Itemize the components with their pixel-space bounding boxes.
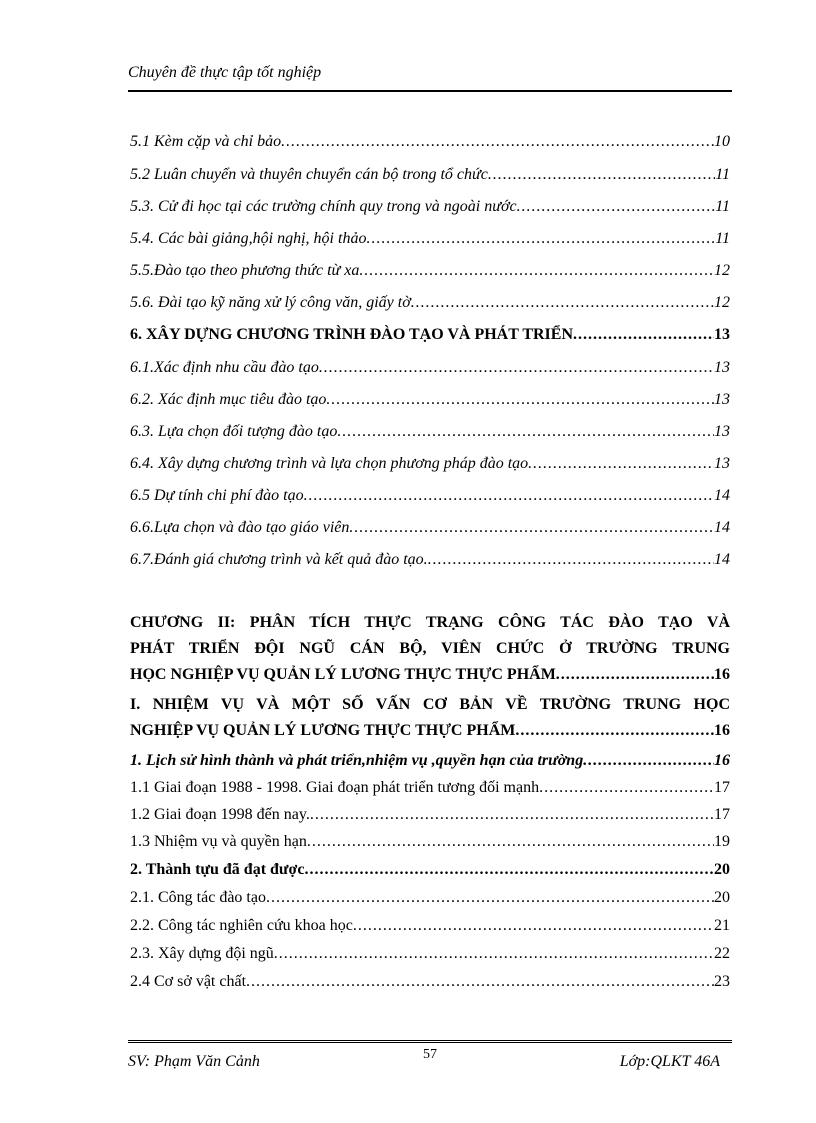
- toc-entry[interactable]: [130, 519, 730, 541]
- toc-entry[interactable]: [130, 487, 730, 509]
- toc-leader: [274, 945, 714, 963]
- toc-leader: [528, 455, 714, 473]
- toc-entry-page: 11: [715, 166, 730, 183]
- toc-entry-page: 21: [714, 917, 730, 934]
- toc-entry-page: 12: [714, 262, 730, 279]
- toc-entry[interactable]: [130, 198, 730, 220]
- footer-page-number: 57: [423, 1047, 437, 1062]
- toc-entry-label: 6.7.Đánh giá chương trình và kết quả đào tạo.: [130, 551, 428, 568]
- toc-entry[interactable]: [130, 423, 730, 445]
- toc-entry-label: 5.1 Kèm cặp và chỉ bảo: [130, 133, 282, 150]
- toc-entry-page: 12: [714, 294, 730, 311]
- toc-leader: [305, 861, 715, 879]
- toc-leader: [319, 359, 714, 377]
- toc-entry-label: 1.2 Giai đoạn 1998 đến nay.: [130, 806, 310, 823]
- toc-entry[interactable]: [130, 294, 730, 316]
- toc-entry-label: 6.6.Lựa chọn và đào tạo giáo viên: [130, 519, 350, 536]
- toc-leader: [337, 423, 714, 441]
- toc-entry[interactable]: [130, 455, 730, 477]
- toc-leader: [349, 519, 714, 537]
- toc-entry[interactable]: [130, 806, 730, 828]
- chapter-heading-line: [130, 662, 730, 688]
- toc-section[interactable]: [130, 861, 730, 883]
- section-heading-line: I. NHIỆM VỤ VÀ MỘT SỐ VẤN CƠ BẢN VỀ TRƯỜNG TRUNG HỌC: [130, 696, 730, 713]
- footer-class: Lớp:QLKT 46A: [619, 1053, 720, 1070]
- toc-entry-label: 2.4 Cơ sở vật chất: [130, 973, 247, 990]
- toc-entry[interactable]: [130, 230, 730, 252]
- toc-leader: [583, 752, 714, 770]
- toc-section-page: 20: [714, 861, 730, 878]
- toc-entry-page: 10: [714, 133, 730, 150]
- chapter-heading[interactable]: [130, 610, 730, 688]
- section-heading-page: 16: [714, 722, 730, 739]
- toc-entry[interactable]: [130, 262, 730, 284]
- toc-entry-page: 11: [715, 230, 730, 247]
- toc-leader: [488, 166, 715, 184]
- toc-entry-page: 20: [714, 889, 730, 906]
- header-title: Chuyên đề thực tập tốt nghiệp: [128, 64, 322, 81]
- toc-entry-label: 5.4. Các bài giảng,hội nghị, hội thảo: [130, 230, 367, 247]
- toc-entry[interactable]: [130, 133, 730, 155]
- toc-leader: [310, 806, 714, 824]
- toc-entry-page: 13: [714, 391, 730, 408]
- toc-section[interactable]: [130, 326, 730, 348]
- toc-section-label: 2. Thành tựu đã đạt được: [130, 861, 305, 878]
- toc-leader: [281, 133, 714, 151]
- toc-entry-page: 14: [714, 519, 730, 536]
- section-heading[interactable]: [130, 692, 730, 744]
- toc-entry-label: 6.4. Xây dựng chương trình và lựa chọn phương pháp đào tạo: [130, 455, 529, 472]
- toc-entry[interactable]: [130, 973, 730, 995]
- toc-leader: [556, 662, 714, 688]
- toc-leader: [515, 718, 714, 744]
- toc-leader: [359, 262, 714, 280]
- chapter-heading-line: PHÁT TRIỂN ĐỘI NGŨ CÁN BỘ, VIÊN CHỨC Ở TRƯỜNG TRUNG: [130, 640, 730, 657]
- toc-entry-page: 14: [714, 551, 730, 568]
- toc-entry-page: 17: [714, 806, 730, 823]
- toc-section-page: 13: [714, 326, 730, 343]
- page-footer: [128, 1040, 732, 1083]
- toc-entry-label: 5.2 Luân chuyển và thuyên chuyển cán bộ trong tổ chức: [130, 166, 488, 183]
- toc-entry-label: 6.1.Xác định nhu cầu đào tạo: [130, 359, 319, 376]
- toc-entry-label: 1.1 Giai đoạn 1988 - 1998. Giai đoạn phát triển tương đối mạnh: [130, 779, 540, 796]
- toc-leader: [353, 917, 714, 935]
- toc-leader: [246, 973, 714, 991]
- toc-entry-label: 2.3. Xây dựng đội ngũ: [130, 945, 274, 962]
- toc-entry[interactable]: [130, 166, 730, 188]
- toc-entry-page: 17: [714, 779, 730, 796]
- toc-leader: [428, 551, 714, 569]
- toc-entry-page: 23: [714, 973, 730, 990]
- toc-entry-label: 6.5 Dự tính chi phí đào tạo: [130, 487, 304, 504]
- toc-entry[interactable]: [130, 833, 730, 855]
- toc-section-label: 1. Lịch sử hình thành và phát triển,nhiệm vụ ,quyền hạn của trường: [130, 752, 584, 769]
- toc-entry[interactable]: [130, 779, 730, 801]
- toc-entry-label: 5.6. Đài tạo kỹ năng xử lý công văn, giấy tờ: [130, 294, 411, 311]
- toc-entry-page: 13: [714, 423, 730, 440]
- toc-entry[interactable]: [130, 391, 730, 413]
- toc-leader: [304, 487, 714, 505]
- toc-leader: [326, 391, 714, 409]
- toc-leader: [307, 833, 714, 851]
- toc-entry[interactable]: [130, 889, 730, 911]
- footer-student: SV: Phạm Văn Cảnh: [128, 1053, 260, 1070]
- toc-entry[interactable]: [130, 917, 730, 939]
- toc-entry-label: 2.2. Công tác nghiên cứu khoa học: [130, 917, 353, 934]
- toc-section[interactable]: [130, 752, 730, 774]
- toc-entry-page: 13: [714, 455, 730, 472]
- toc-entry-page: 19: [714, 833, 730, 850]
- toc-section-page: 16: [714, 752, 730, 769]
- toc-entry-page: 22: [714, 945, 730, 962]
- chapter-heading-page: 16: [714, 666, 730, 683]
- chapter-heading-line: CHƯƠNG II: PHÂN TÍCH THỰC TRẠNG CÔNG TÁC ĐÀO TẠO VÀ: [130, 614, 730, 631]
- toc-entry-page: 13: [714, 359, 730, 376]
- toc-entry-label: 5.3. Cử đi học tại các trường chính quy trong và ngoài nước: [130, 198, 517, 215]
- toc-entry-label: 6.2. Xác định mục tiêu đào tạo: [130, 391, 327, 408]
- chapter-heading-text: HỌC NGHIỆP VỤ QUẢN LÝ LƯƠNG THỰC THỰC PHẨM: [130, 666, 556, 683]
- toc-entry[interactable]: [130, 945, 730, 967]
- toc-entry-label: 5.5.Đào tạo theo phương thức từ xa: [130, 262, 360, 279]
- section-heading-text: NGHIỆP VỤ QUẢN LÝ LƯƠNG THỰC THỰC PHẨM: [130, 722, 516, 739]
- toc-entry-label: 6.3. Lựa chọn đối tượng đào tạo: [130, 423, 338, 440]
- section-heading-line: [130, 718, 730, 744]
- toc-leader: [539, 779, 714, 797]
- toc-entry-label: 1.3 Nhiệm vụ và quyền hạn: [130, 833, 307, 850]
- toc-entry-page: 11: [715, 198, 730, 215]
- toc-leader: [266, 889, 714, 907]
- toc-leader: [366, 230, 715, 248]
- toc-section-label: 6. XÂY DỰNG CHƯƠNG TRÌNH ĐÀO TẠO VÀ PHÁT TRIỂN: [130, 326, 574, 343]
- toc-entry-page: 14: [714, 487, 730, 504]
- toc-leader: [411, 294, 714, 312]
- toc-entry[interactable]: [130, 359, 730, 381]
- page-header: [128, 62, 732, 92]
- toc-entry-label: 2.1. Công tác đào tạo: [130, 889, 266, 906]
- toc-leader: [517, 198, 716, 216]
- toc-leader: [573, 326, 714, 344]
- toc-entry[interactable]: [130, 551, 730, 573]
